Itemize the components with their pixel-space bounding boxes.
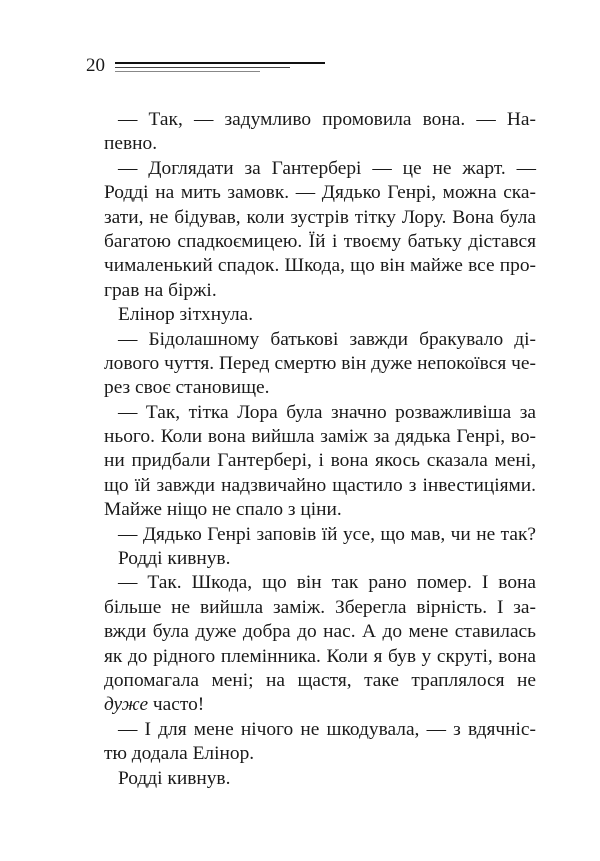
text-line: — Так, тітка Лора була значно розважливіша за [118, 401, 536, 423]
text-line: — Дядько Генрі заповів їй усе, що мав, чи не так? [118, 523, 536, 545]
text-line: чималенький спадок. Шкода, що він майже все про- [104, 255, 536, 277]
header-rule-line-2 [115, 67, 290, 68]
text-line: більше не вийшла заміж. Зберегла вірність. І за- [104, 596, 536, 618]
text-line-italic [104, 693, 536, 717]
text-line: — І для мене нічого не шкодувала, — з вдячніс- [118, 718, 536, 740]
page-number: 20 [86, 55, 105, 76]
text-line: допомагала мені; на щастя, таке траплялося не [104, 669, 536, 691]
text-line: Родді кивнув. [118, 548, 231, 570]
italic-word: дуже [104, 694, 149, 716]
text-line: — Так. Шкода, що він так рано помер. І вона [118, 572, 536, 594]
text-line: певно. [104, 133, 158, 155]
text-line: — Так, — задумливо промовила вона. — На- [118, 109, 536, 130]
text-line: Елінор зітхнула. [118, 304, 254, 326]
text-line: — Доглядати за Гантербері — це не жарт. — [118, 157, 536, 179]
header-rule-line-1 [115, 62, 325, 64]
text-fragment: часто! [148, 694, 205, 716]
text-line: що їй завжди надзвичайно щастило з інвестиціями. [104, 474, 536, 496]
text-line: — Бідолашному батькові завжди бракувало ді- [118, 328, 536, 350]
text-line: багатою спадкоємицею. Їй і твоєму батьку дістався [104, 230, 536, 252]
text-line: тю додала Елінор. [104, 743, 255, 765]
text-line: рез своє становище. [104, 377, 270, 399]
text-line: Родді на мить замовк. — Дядько Генрі, можна ска- [104, 182, 536, 204]
text-line: як до рідного племінника. Коли я був у скруті, вона [104, 645, 536, 667]
text-line: Родді кивнув. [118, 767, 231, 789]
text-line: нього. Коли вона вийшла заміж за дядька Генрі, во- [104, 426, 536, 448]
text-line: лового чуття. Перед смертю він дуже непокоївся че- [104, 352, 536, 374]
text-line: вжди була дуже добра до нас. А до мене ставилась [104, 621, 536, 643]
text-line: зати, не бідував, коли зустрів тітку Лору. Вона була [104, 206, 536, 228]
text-body [104, 108, 536, 791]
text-line: ни придбали Гантербері, і вона якось сказала мені, [104, 450, 536, 472]
text-line: грав на біржі. [104, 279, 217, 301]
header-rule [115, 62, 325, 74]
text-line: Майже ніщо не спало з ціни. [104, 499, 342, 521]
header-rule-line-3 [115, 71, 260, 72]
